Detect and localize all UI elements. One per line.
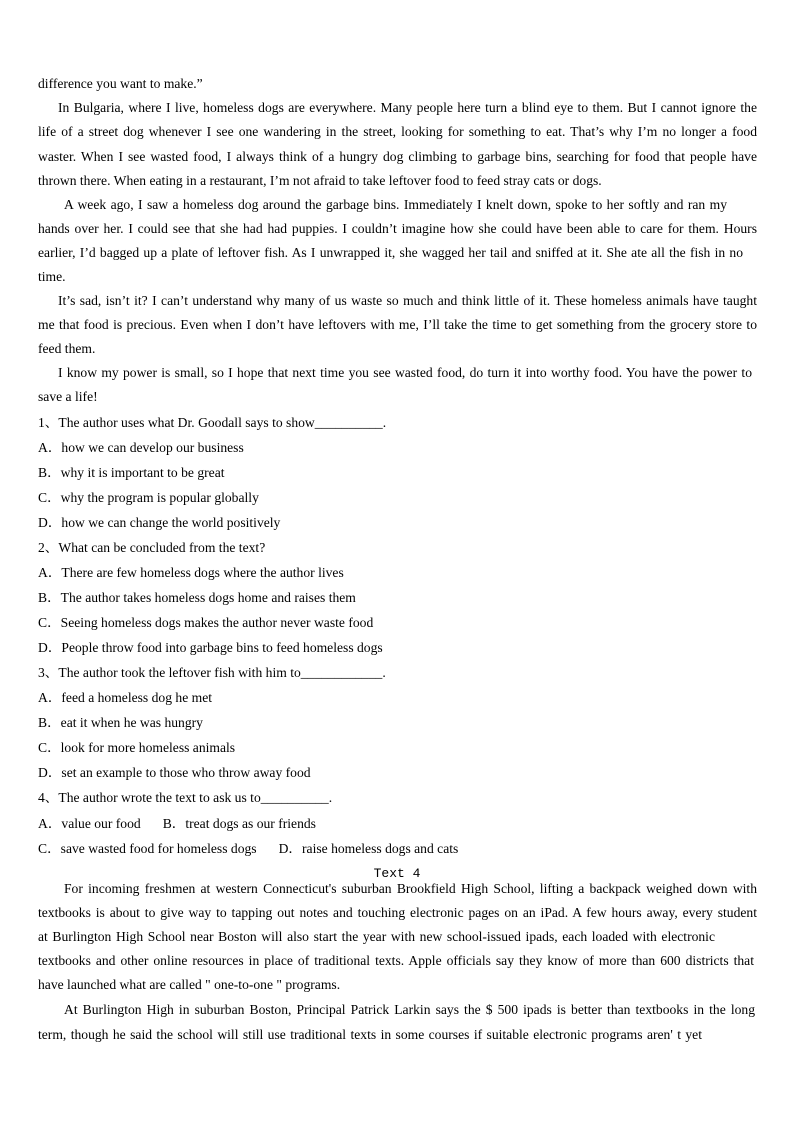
question-option: D．set an example to those who throw away food: [38, 765, 311, 780]
question-stem: 4、The author wrote the text to ask us to__________.: [38, 790, 333, 805]
passage-line: waster. When I see wasted food, I always think of a hungry dog climbing to garbage bins, searching for food that people have: [38, 149, 757, 164]
passage-line: time.: [38, 269, 66, 284]
question-option: D．raise homeless dogs and cats: [278, 841, 459, 856]
question-option: A．value our food: [38, 816, 141, 831]
passage-line: save a life!: [38, 389, 98, 404]
question-option: A．There are few homeless dogs where the author lives: [38, 565, 344, 580]
passage-line: at Burlington High School near Boston will also start the year with new school-issued ipads, each loaded with electronic: [38, 929, 715, 944]
question-option: C．why the program is popular globally: [38, 490, 259, 505]
question-option: A．feed a homeless dog he met: [38, 690, 213, 705]
passage-line: I know my power is small, so I hope that next time you see wasted food, do turn it into worthy food. You have the power to: [58, 365, 752, 380]
section-title: Text 4: [373, 866, 421, 881]
passage-line: life of a street dog whenever I see one wandering in the street, looking for something to eat. That’s why I’m no longer a food: [38, 124, 757, 139]
question-stem: 2、What can be concluded from the text?: [38, 540, 266, 555]
question-option-row: [38, 816, 757, 832]
passage-line: hands over her. I could see that she had had puppies. I couldn’t imagine how she could have been able to care for them. Hours: [38, 221, 757, 236]
question-option: A．how we can develop our business: [38, 440, 244, 455]
passage-line: difference you want to make.”: [38, 76, 203, 91]
question-option: B．The author takes homeless dogs home and raises them: [38, 590, 356, 605]
question-option: B．why it is important to be great: [38, 465, 225, 480]
question-option-row: [38, 841, 757, 857]
passage-line: For incoming freshmen at western Connecticut's suburban Brookfield High School, lifting a backpack weighed down with: [64, 881, 757, 896]
passage-line: me that food is precious. Even when I don’t have leftovers with me, I’ll take the time to get something from the grocery store to: [38, 317, 757, 332]
passage-line: It’s sad, isn’t it? I can’t understand why many of us waste so much and think little of it. These homeless animals have taught: [58, 293, 757, 308]
passage-line: thrown there. When eating in a restaurant, I’m not afraid to take leftover food to feed stray cats or dogs.: [38, 173, 602, 188]
passage-line: A week ago, I saw a homeless dog around the garbage bins. Immediately I knelt down, spoke to her softly and ran my: [64, 197, 727, 212]
passage-line: term, though he said the school will still use traditional texts in some courses if suitable electronic programs aren' t yet: [38, 1027, 702, 1042]
question-option: C．look for more homeless animals: [38, 740, 236, 755]
question-option: C．Seeing homeless dogs makes the author never waste food: [38, 615, 374, 630]
question-option: B．eat it when he was hungry: [38, 715, 203, 730]
question-stem: 3、The author took the leftover fish with him to____________.: [38, 665, 386, 680]
passage-line: have launched what are called " one-to-one " programs.: [38, 977, 341, 992]
passage-line: textbooks is about to give way to tapping out notes and touching electronic pages on an iPad. A few hours away, every student: [38, 905, 757, 920]
passage-line: feed them.: [38, 341, 96, 356]
question-stem: 1、The author uses what Dr. Goodall says to show__________.: [38, 415, 387, 430]
question-option: C．save wasted food for homeless dogs: [38, 841, 257, 856]
passage-line: In Bulgaria, where I live, homeless dogs are everywhere. Many people here turn a blind eye to them. But I cannot ignore the: [58, 100, 757, 115]
question-option: D．People throw food into garbage bins to feed homeless dogs: [38, 640, 383, 655]
question-option: D．how we can change the world positively: [38, 515, 281, 530]
passage-line: earlier, I’d bagged up a plate of leftover fish. As I unwrapped it, she wagged her tail and sniffed at it. She ate all the fish in no: [38, 245, 743, 260]
passage-line: textbooks and other online resources in place of traditional texts. Apple officials say they know of more than 600 districts that: [38, 953, 754, 968]
question-option: B．treat dogs as our friends: [162, 816, 316, 831]
passage-line: At Burlington High in suburban Boston, Principal Patrick Larkin says the $ 500 ipads is better than textbooks in the long: [64, 1002, 755, 1017]
